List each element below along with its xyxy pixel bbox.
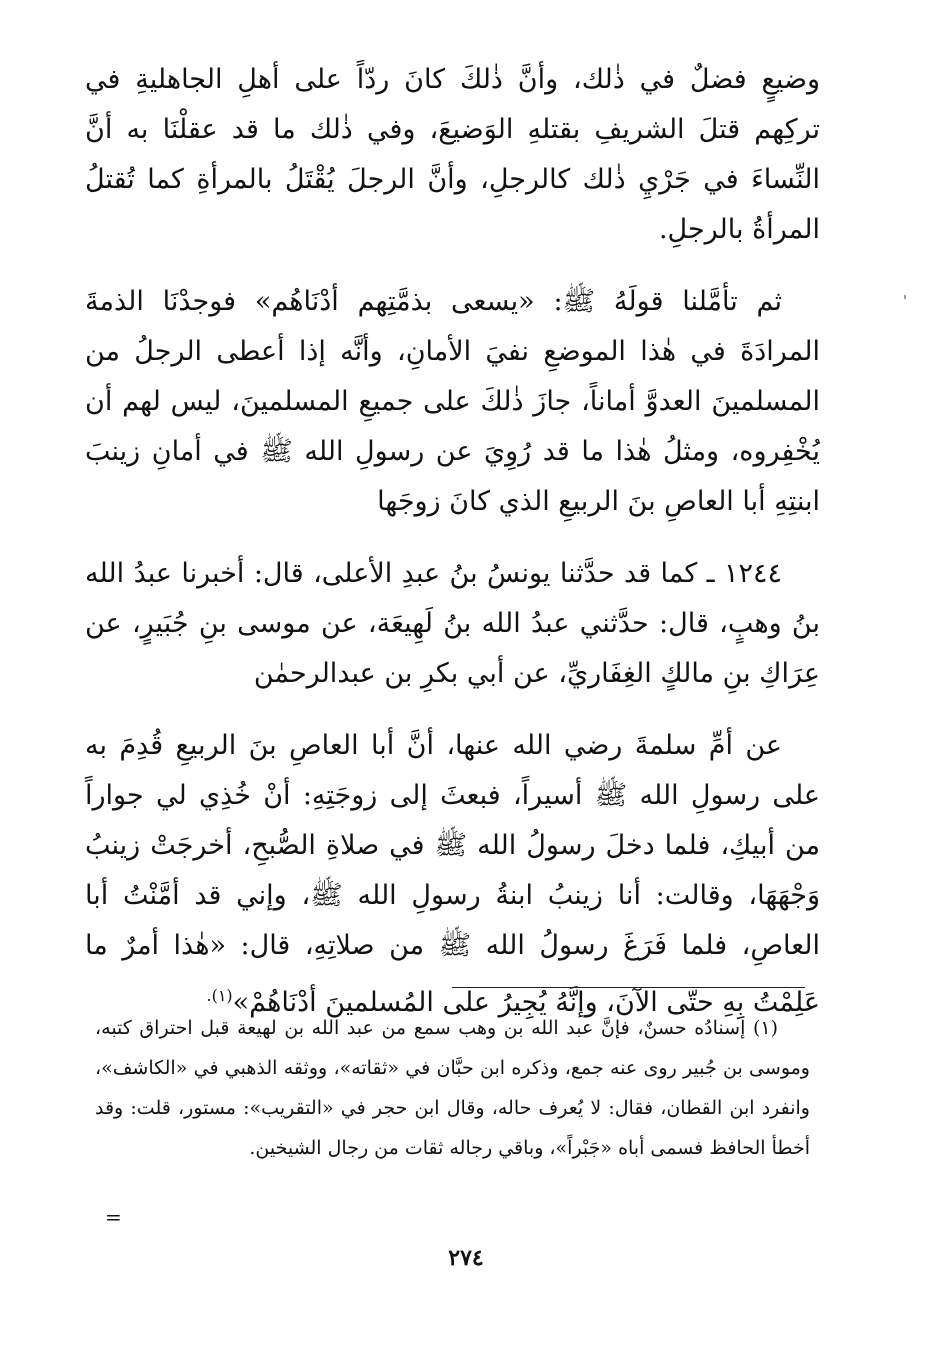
continuation-mark: = [105,1205,122,1229]
hadith-matn-text: عن أمِّ سلمةَ رضي الله عنها، أنَّ أبا العاصِ بنَ الربيعِ قُدِمَ به على رسولِ الله ﷺ أسيراً، فبعثَ إلى زوجَتِهِ: أنْ خُذِي لي جواراً من أبيكِ، فلما دخلَ رسولُ الله ﷺ في صلاةِ الصُّبحِ، أخرجَتْ زينبُ وَجْهَهَا، وقالت: أنا زينبُ ابنةُ رسولِ الله ﷺ، وإني قد أمَّنْتُ أبا العاصِ، فلما فَرَغَ رسولُ الله ﷺ من صلاتِهِ، قال: «هٰذا أمرٌ ما عَلِمْتُ بِهِ حتّى الآنَ، وإنَّهُ يُجِيرُ على المُسلمينَ أدْنَاهُمْ» [85,730,820,1018]
page-number: ٢٧٤ [448,1245,484,1271]
footnote-text: (١) إسنادُه حسنٌ، فإنَّ عبد الله بن وهب سمع من عبد الله بن لهيعة قبل احتراق كتبه، وموسى بن جُبير روى عنه جمع، وذكره ابن حبَّان في «ثقاته»، ووثقه الذهبي في «الكاشف»، وانفرد ابن القطان، فقال: لا يُعرف حاله، وقال ابن حجر في «التقريب»: مستور، قلت: وقد أخطأ الحافظ فسمى أباه «جَبْراً»، وباقي رجاله ثقات من رجال الشيخين. [95,1017,810,1159]
main-text [85,55,820,1050]
hadith-matn-paragraph [85,721,820,1028]
footnote-separator [452,987,805,988]
scan-edge-mark [904,295,906,299]
footnote-reference: (١). [206,986,233,1005]
paragraph-2: ثم تأمَّلنا قولَهُ ﷺ: «يسعى بذمَّتِهم أدْنَاهُم» فوجدْنَا الذمةَ المرادَةَ في هٰذا الموضعِ نفيَ الأمانِ، وأنَّه إذا أعطى الرجلُ من المسلمينَ العدوَّ أماناً، جازَ ذٰلكَ على جميعِ المسلمينَ، ليس لهم أن يُخْفِروه، ومثلُ هٰذا ما قد رُوِيَ عن رسولِ الله ﷺ في أمانِ زينبَ ابنتِهِ أبا العاصِ بنَ الربيعِ الذي كانَ زوجَها [85,286,820,517]
paragraph-1: وضيعٍ فضلٌ في ذٰلك، وأنَّ ذٰلكَ كانَ ردّاً على أهلِ الجاهليةِ في تركِهم قتلَ الشريفِ بقتلهِ الوَضيعَ، وفي ذٰلك ما قد عقلْنَا به أنَّ النِّساءَ في جَرْيِ ذٰلك كالرجلِ، وأنَّ الرجلَ يُقْتَلُ بالمرأةِ كما تُقتلُ المرأةُ بالرجلِ. [85,64,820,245]
hadith-isnad-paragraph: ١٢٤٤ ـ كما قد حدَّثنا يونسُ بنُ عبدِ الأعلى، قال: أخبرنا عبدُ الله بنُ وهبٍ، قال: حدَّثني عبدُ الله بنُ لَهِيعَة، عن موسى بنِ جُبَيرٍ، عن عِرَاكِ بنِ مالكٍ الغِفَاريِّ، عن أبي بكرِ بن عبدالرحمٰن [85,558,820,689]
footnote [95,1008,810,1168]
